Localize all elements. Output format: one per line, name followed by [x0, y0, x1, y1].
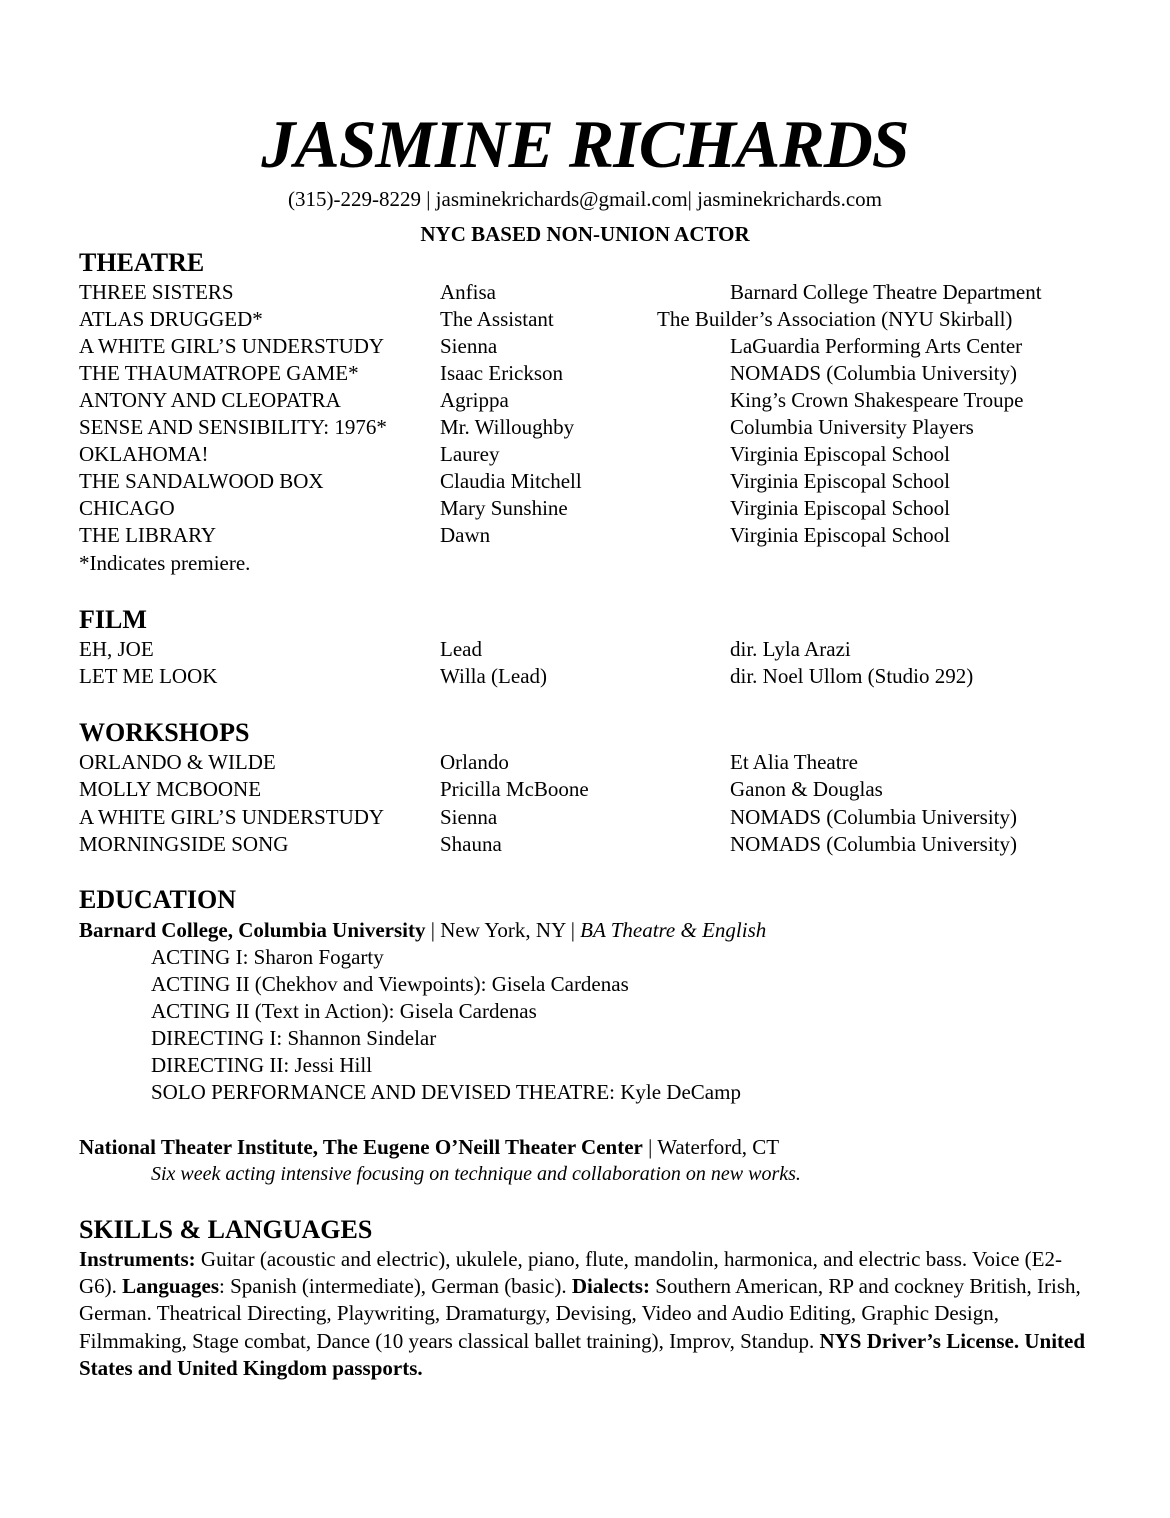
credit-title: THE SANDALWOOD BOX: [79, 469, 324, 493]
tagline: NYC BASED NON-UNION ACTOR: [420, 222, 750, 246]
course-item: ACTING II (Chekhov and Viewpoints): Gisela Cardenas: [151, 972, 629, 996]
credit-title: A WHITE GIRL’S UNDERSTUDY: [79, 334, 385, 358]
credit-role: Mary Sunshine: [440, 496, 568, 520]
license-text: NYS Driver’s License. United States and United Kingdom passports.: [79, 1328, 1086, 1380]
separator: |: [425, 918, 441, 942]
workshop-row: [0, 804, 1170, 831]
credit-company: Virginia Episcopal School: [730, 496, 950, 520]
credit-company: NOMADS (Columbia University): [730, 805, 1017, 829]
course-item: SOLO PERFORMANCE AND DEVISED THEATRE: Kyle DeCamp: [151, 1080, 741, 1104]
credit-company: The Builder’s Association (NYU Skirball): [657, 307, 1013, 331]
credit-company: King’s Crown Shakespeare Troupe: [730, 388, 1024, 412]
school-line: [79, 1134, 779, 1161]
credit-title: CHICAGO: [79, 496, 175, 520]
credit-role: Willa (Lead): [440, 664, 548, 688]
credit-company: Et Alia Theatre: [730, 750, 858, 774]
workshop-row: [0, 776, 1170, 803]
skills-paragraph: [79, 1246, 1099, 1382]
school-location: New York, NY: [440, 918, 566, 942]
school-degree: BA Theatre & English: [580, 918, 767, 942]
contact-line: (315)-229-8229 | jasminekrichards@gmail.com| jasminekrichards.com: [287, 187, 882, 211]
credit-title: THREE SISTERS: [79, 280, 234, 304]
theatre-row: [0, 360, 1170, 387]
credit-company: dir. Noel Ullom (Studio 292): [730, 664, 974, 688]
instruments-label: Instruments:: [79, 1247, 196, 1271]
school-name: Barnard College, Columbia University: [79, 918, 426, 942]
credit-title: MOLLY MCBOONE: [79, 777, 262, 801]
credit-company: Virginia Episcopal School: [730, 469, 950, 493]
actor-name: JASMINE RICHARDS: [261, 106, 909, 182]
instruments-text: Guitar (acoustic and electric), ukulele, piano, flute, mandolin, harmonica, and electric bass. Voice (E2-G6).: [79, 1247, 1062, 1299]
credit-company: Ganon & Douglas: [730, 777, 883, 801]
credit-company: LaGuardia Performing Arts Center: [730, 334, 1023, 358]
credit-title: EH, JOE: [79, 637, 154, 661]
theatre-row: [0, 279, 1170, 306]
dialects-text: Southern American, RP and cockney British, Irish, German. Theatrical Directing, Playwriting, Dramaturgy, Devising, Video and Audio Editing, Graphic Design, Filmmaking, Stage combat, Dance (10 years classical ballet training), Improv, Standup.: [79, 1274, 1081, 1353]
school-location: Waterford, CT: [657, 1135, 780, 1159]
credit-role: Orlando: [440, 750, 509, 774]
credit-company: NOMADS (Columbia University): [730, 832, 1017, 856]
film-heading: FILM: [79, 605, 147, 634]
credit-role: Anfisa: [440, 280, 496, 304]
credit-role: Dawn: [440, 523, 491, 547]
separator: |: [565, 918, 581, 942]
credit-role: The Assistant: [440, 307, 554, 331]
credit-company: NOMADS (Columbia University): [730, 361, 1017, 385]
credit-title: LET ME LOOK: [79, 664, 218, 688]
credit-company: dir. Lyla Arazi: [730, 637, 851, 661]
course-item: ACTING I: Sharon Fogarty: [151, 945, 384, 969]
credit-company: Virginia Episcopal School: [730, 523, 950, 547]
course-item: ACTING II (Text in Action): Gisela Cardenas: [151, 999, 537, 1023]
credit-title: ANTONY AND CLEOPATRA: [79, 388, 341, 412]
languages-label: Languages: [122, 1274, 220, 1299]
credit-company: Barnard College Theatre Department: [730, 280, 1042, 304]
languages-text: : Spanish (intermediate), German (basic).: [219, 1274, 572, 1299]
credit-title: SENSE AND SENSIBILITY: 1976*: [79, 415, 387, 439]
workshops-heading: WORKSHOPS: [79, 718, 250, 747]
credit-title: A WHITE GIRL’S UNDERSTUDY: [79, 805, 385, 829]
credit-role: Claudia Mitchell: [440, 469, 582, 493]
credit-role: Agrippa: [440, 388, 509, 412]
credit-title: OKLAHOMA!: [79, 442, 209, 466]
theatre-row: [0, 468, 1170, 495]
theatre-heading: THEATRE: [79, 248, 205, 277]
credit-company: Virginia Episcopal School: [730, 442, 950, 466]
credit-role: Laurey: [440, 442, 500, 466]
credit-role: Sienna: [440, 334, 498, 358]
theatre-row: [0, 333, 1170, 360]
dialects-label: Dialects:: [571, 1274, 650, 1299]
theatre-row: [0, 306, 1170, 333]
premiere-note: *Indicates premiere.: [79, 551, 251, 575]
program-description: Six week acting intensive focusing on technique and collaboration on new works.: [151, 1163, 801, 1185]
credit-title: ATLAS DRUGGED*: [79, 307, 263, 331]
theatre-row: [0, 414, 1170, 441]
credit-company: Columbia University Players: [730, 415, 974, 439]
film-row: [0, 663, 1170, 690]
separator: |: [642, 1135, 658, 1159]
theatre-row: [0, 495, 1170, 522]
credit-role: Pricilla McBoone: [440, 777, 589, 801]
film-row: [0, 636, 1170, 663]
course-item: DIRECTING II: Jessi Hill: [151, 1053, 373, 1077]
credit-role: Shauna: [440, 832, 502, 856]
theatre-row: [0, 441, 1170, 468]
workshop-row: [0, 749, 1170, 776]
school-line: [79, 917, 766, 944]
credit-title: THE THAUMATROPE GAME*: [79, 361, 359, 385]
education-heading: EDUCATION: [79, 885, 236, 914]
credit-role: Mr. Willoughby: [440, 415, 575, 439]
workshop-row: [0, 831, 1170, 858]
credit-role: Sienna: [440, 805, 498, 829]
course-item: DIRECTING I: Shannon Sindelar: [151, 1026, 437, 1050]
credit-role: Isaac Erickson: [440, 361, 564, 385]
credit-role: Lead: [440, 637, 482, 661]
school-name: National Theater Institute, The Eugene O’Neill Theater Center: [79, 1135, 643, 1159]
theatre-row: [0, 387, 1170, 414]
credit-title: THE LIBRARY: [79, 523, 217, 547]
credit-title: ORLANDO & WILDE: [79, 750, 276, 774]
skills-heading: SKILLS & LANGUAGES: [79, 1215, 373, 1244]
credit-title: MORNINGSIDE SONG: [79, 832, 289, 856]
theatre-row: [0, 522, 1170, 549]
